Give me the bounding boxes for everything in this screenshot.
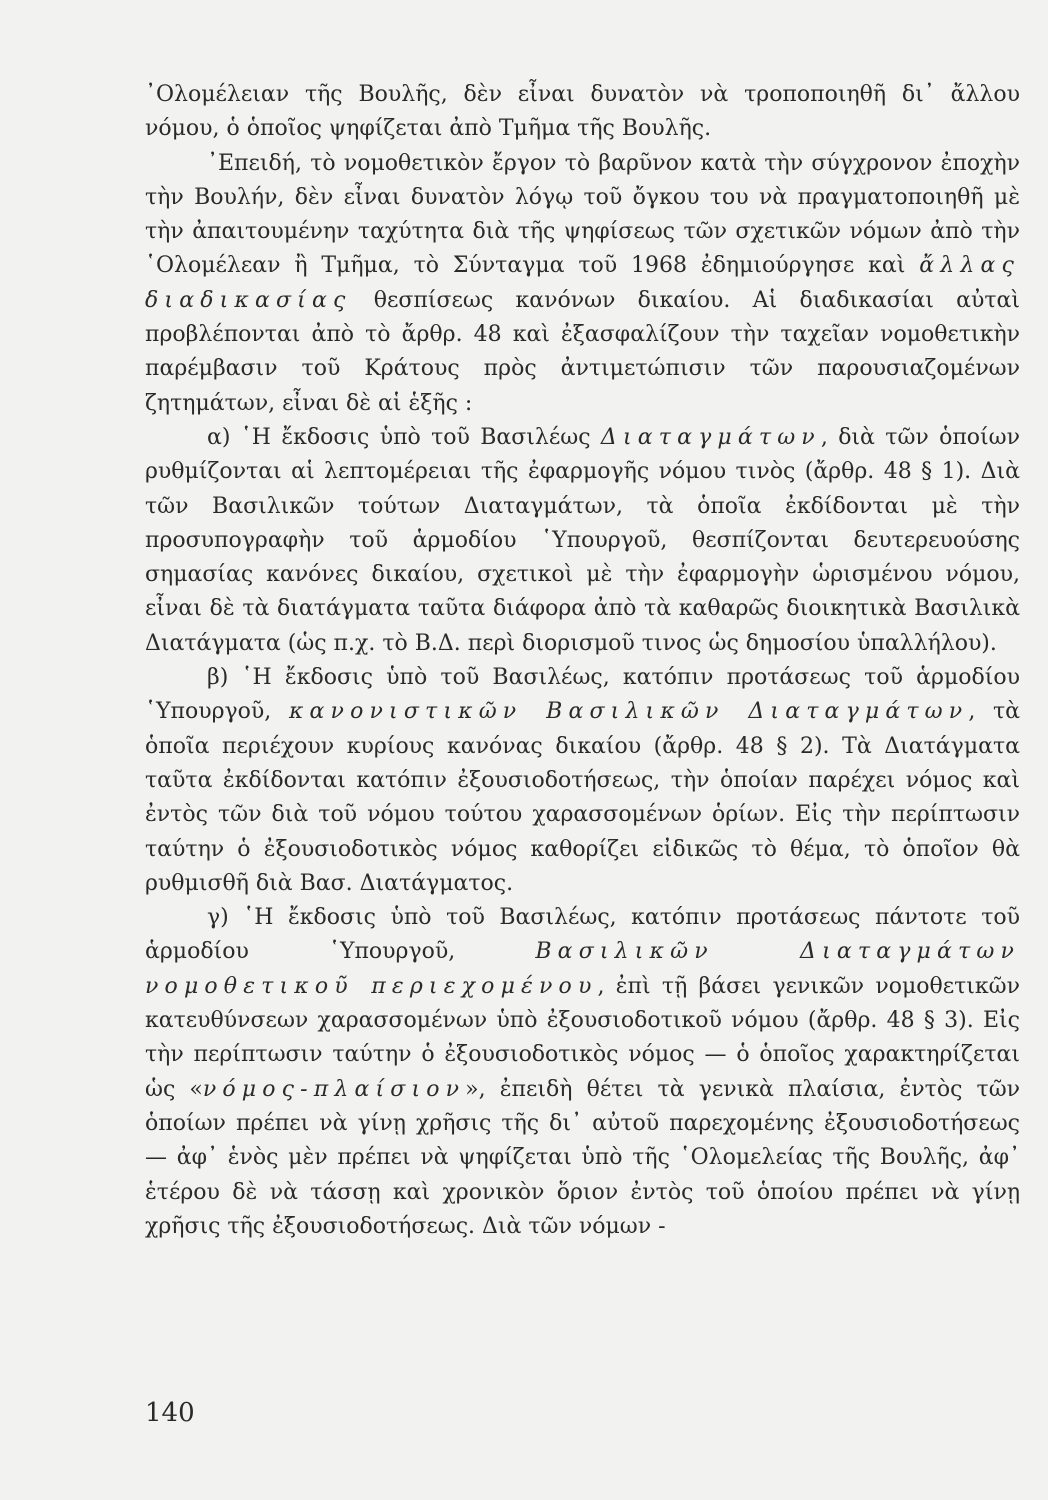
paragraph-text: θεσπίσεως κανόνων δικαίου. Αἱ διαδικασίαι αὐταὶ προβλέπονται ἀπὸ τὸ ἄρθρ. 48 καὶ ἐξασφαλίζουν τὴν ταχεῖαν νομοθετικὴν παρέμβασιν τοῦ Κράτους πρὸς ἀντιμετώπισιν τῶν παρουσιαζομένων ζητημάτων, εἶναι δὲ αἱ ἑξῆς : — [145, 287, 1020, 416]
paragraph-continuation — [145, 78, 1020, 147]
paragraph-text: α) ῾Η ἔκδοσις ὑπὸ τοῦ Βασιλέως — [207, 424, 601, 450]
emphasized-term: Διαταγμάτων — [600, 424, 821, 450]
paragraph-text: , ἐπὶ τῇ βάσει γενικῶν νομοθετικῶν κατευθύνσεων χαρασσομένων ὑπὸ ἐξουσιοδοτικοῦ νόμου (ἄρθρ. 48 § 3). Εἰς τὴν περίπτωσιν ταύτην ὁ ἐξουσιοδοτικὸς νόμος — ὁ ὁποῖος χαρακτηρίζεται ὡς « — [145, 973, 1020, 1102]
emphasized-term: κανονιστικῶν Βασιλικῶν Διαταγμάτων — [288, 699, 969, 725]
paragraph-text: », ἐπειδὴ θέτει τὰ γενικὰ πλαίσια, ἐντὸς τῶν ὁποίων πρέπει νὰ γίνῃ χρῆσις τῆς δι᾿ αὐτοῦ παρεχομένης ἐξουσιοδοτήσεως — ἀφ᾿ ἑνὸς μὲν πρέπει νὰ ψηφίζεται ὑπὸ τῆς ῾Ολομελείας τῆς Βουλῆς, ἀφ᾿ ἑτέρου δὲ νὰ τάσσῃ καὶ χρονικὸν ὅριον ἐντὸς τοῦ ὁποίου πρέπει νὰ γίνῃ χρῆσις τῆς ἐξουσιοδοτήσεως. Διὰ τῶν νόμων - — [145, 1076, 1021, 1239]
paragraph-text: , τὰ ὁποῖα περιέχουν κυρίους κανόνας δικαίου (ἄρθρ. 48 § 2). Τὰ Διατάγματα ταῦτα ἐκδίδονται κατόπιν ἐξουσιοδοτήσεως, τὴν ὁποίαν παρέχει νόμος καὶ ἐντὸς τῶν διὰ τοῦ νόμου τούτου χαρασσομένων ὁρίων. Εἰς τὴν περίπτωσιν ταύτην ὁ ἐξουσιοδοτικὸς νόμος καθορίζει εἰδικῶς τὸ θέμα, τὸ ὁποῖον θὰ ρυθμισθῆ διὰ Βασ. Διατάγματος. — [145, 699, 1021, 896]
paragraph-item-beta — [145, 661, 1020, 901]
emphasized-term: Βασιλικῶν Διαταγμάτων νομοθετικοῦ περιεχομένου — [145, 939, 1020, 999]
paragraph-item-alpha — [145, 421, 1020, 661]
paragraph-text: β) ῾Η ἔκδοσις ὑπὸ τοῦ Βασιλέως, κατόπιν προτάσεως τοῦ ἁρμοδίου ῾Υπουργοῦ, — [145, 665, 1020, 725]
paragraph-legislative-work — [145, 147, 1020, 421]
emphasized-term: ἄλλας διαδικασίας — [145, 253, 1020, 313]
page-number: 140 — [145, 1398, 195, 1428]
paragraph-item-gamma — [145, 901, 1020, 1244]
paragraph-text: ᾿Ολομέλειαν τῆς Βουλῆς, δὲν εἶναι δυνατὸν νὰ τροποποιηθῆ δι᾿ ἄλλου νόμου, ὁ ὁποῖος ψηφίζεται ἀπὸ Τμῆμα τῆς Βουλῆς. — [145, 82, 1020, 142]
paragraph-text: ᾿Επειδή, τὸ νομοθετικὸν ἔργον τὸ βαρῦνον κατὰ τὴν σύγχρονον ἐποχὴν τὴν Βουλήν, δὲν εἶναι δυνατὸν λόγῳ τοῦ ὄγκου του νὰ πραγματοποιηθῆ μὲ τὴν ἀπαιτουμένην ταχύτητα διὰ τῆς ψηφίσεως τῶν σχετικῶν νόμων ἀπὸ τὴν ῾Ολομέλεαν ἢ Τμῆμα, τὸ Σύνταγμα τοῦ 1968 ἐδημιούργησε καὶ — [145, 150, 1020, 279]
paragraph-text: γ) ῾Η ἔκδοσις ὑπὸ τοῦ Βασιλέως, κατόπιν προτάσεως πάντοτε τοῦ ἁρμοδίου ῾Υπουργοῦ, — [145, 905, 1020, 965]
page-body — [145, 78, 1020, 1244]
paragraph-text: , διὰ τῶν ὁποίων ρυθμίζονται αἱ λεπτομέρειαι τῆς ἐφαρμογῆς νόμου τινὸς (ἄρθρ. 48 § 1). Διὰ τῶν Βασιλικῶν τούτων Διαταγμάτων, τὰ ὁποῖα ἐκδίδονται μὲ τὴν προσυπογραφὴν τοῦ ἁρμοδίου ῾Υπουργοῦ, θεσπίζονται δευτερευούσης σημασίας κανόνες δικαίου, σχετικοὶ μὲ τὴν ἐφαρμογὴν ὡρισμένου νόμου, εἶναι δὲ τὰ διατάγματα ταῦτα διάφορα ἀπὸ τὰ καθαρῶς διοικητικὰ Βασιλικὰ Διατάγματα (ὡς π.χ. τὸ Β.Δ. περὶ διορισμοῦ τινος ὡς δημοσίου ὑπαλλήλου). — [145, 424, 1020, 656]
emphasized-term: νόμος-πλαίσιον — [202, 1076, 466, 1102]
